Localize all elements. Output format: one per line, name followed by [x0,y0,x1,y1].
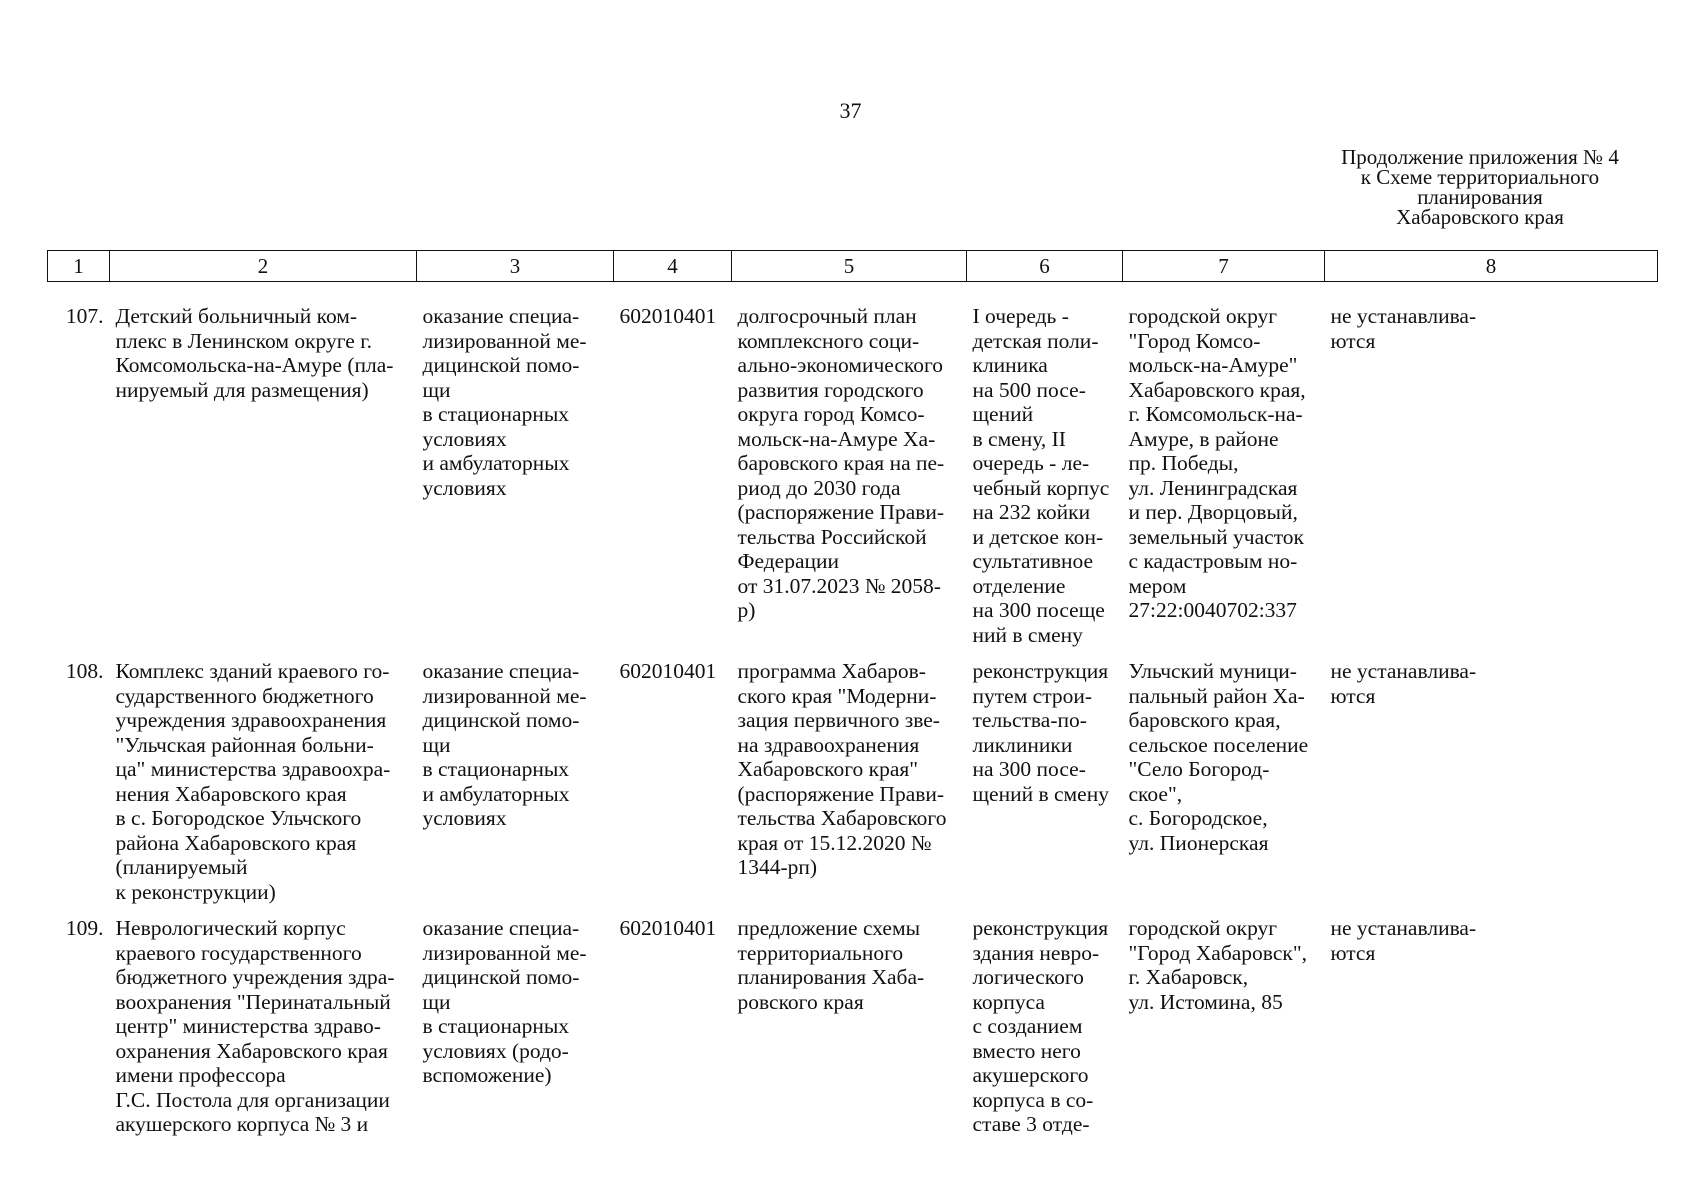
cell-line: "Город Хабаровск", [1128,940,1307,965]
cell-line: здания невро- [972,940,1100,965]
zones-cell [1325,659,1658,916]
cell-line: не устанавлива- [1330,916,1477,940]
cell-line: Ульчский муници- [1128,659,1297,683]
column-header: 7 [1123,251,1325,282]
cell-line: лизированной ме- [422,328,587,353]
location-cell [1123,916,1325,1149]
annex-line: к Схеме территориального [1360,165,1600,189]
cell-line: ского края "Модерни- [737,683,937,708]
table-row [48,659,1658,916]
cell-line: Хабаровского края, [1128,377,1306,402]
cell-line: охранения Хабаровского края [115,1038,388,1063]
column-header: 2 [110,251,417,282]
cell-line: Комсомольска-на-Амуре (пла- [115,353,394,377]
cell-line: (распоряжение Прави- [737,500,945,524]
cell-line: сельское поселение [1128,732,1309,757]
code-cell [614,659,732,916]
annex-line: планирования [1417,185,1543,209]
code-cell [614,282,732,660]
cell-line: г. Комсомольск-на- [1128,402,1303,426]
cell-line: на 300 посе- [972,757,1086,781]
cell-line: оказание специа- [422,304,580,328]
objects-table [47,250,1658,1149]
row-number: 107. [65,304,104,328]
cell-line: нируемый для размещения) [115,377,369,402]
cell-line: предложение схемы [737,916,921,940]
cell-line: ул. Истомина, 85 [1128,989,1283,1014]
cell-line: детская поли- [972,328,1099,353]
cell-line: в стационарных [422,402,570,426]
cell-line: и пер. Дворцовый, [1128,500,1298,524]
cell-line: ний в смену [972,622,1083,647]
cell-line: края от 15.12.2020 № [737,830,932,855]
cell-line: ровского края [737,989,864,1014]
cell-line: ются [1330,683,1376,708]
cell-line: нения Хабаровского края [115,781,347,806]
cell-line: "Ульчская районная больни- [115,732,374,757]
cell-line: ально-экономического [737,353,944,377]
cell-line: ются [1330,940,1376,965]
cell-line: городской округ [1128,916,1278,940]
cell-line: ул. Пионерская [1128,830,1269,855]
cell-line: и амбулаторных [422,781,570,806]
column-header: 6 [967,251,1123,282]
cell-line: с. Богородское, [1128,806,1268,830]
cell-line: планирования Хаба- [737,965,925,989]
cell-line: (распоряжение Прави- [737,781,945,806]
zones-cell [1325,282,1658,660]
cell-line: ца" министерства здравоохра- [115,757,391,781]
cell-line: района Хабаровского края [115,830,357,855]
cell-line: комплексного соци- [737,328,920,353]
cell-line: щи [422,989,451,1014]
cell-line: условиях [422,426,507,451]
cell-line: очередь - ле- [972,451,1090,475]
cell-line: на 500 посе- [972,377,1086,402]
cell-line: Амуре, в районе [1128,426,1279,451]
cell-line: тельства Российской [737,524,927,549]
cell-line: г. Хабаровск, [1128,965,1249,989]
cell-line: от 31.07.2023 № 2058- [737,573,941,598]
cell-line: 602010401 [619,916,717,940]
cell-line: клиника [972,353,1048,377]
cell-line: в стационарных [422,1014,570,1038]
basis-cell [732,282,967,660]
code-cell [614,916,732,1149]
cell-line: чебный корпус [972,475,1110,500]
cell-line: реконструкция [972,916,1109,940]
column-header: 1 [48,251,110,282]
cell-line: I очередь - [972,304,1069,328]
cell-line: с кадастровым но- [1128,549,1298,573]
cell-line: ются [1330,328,1376,353]
cell-line: "Город Комсо- [1128,328,1261,353]
cell-line: лизированной ме- [422,940,587,965]
cell-line: в стационарных [422,757,570,781]
cell-line: округа город Комсо- [737,402,925,426]
column-header: 3 [417,251,614,282]
object-name-cell [110,916,417,1149]
cell-line: с созданием [972,1014,1083,1038]
cell-line: пальный район Ха- [1128,683,1305,708]
cell-line: не устанавлива- [1330,659,1477,683]
characteristics-cell [967,916,1123,1149]
cell-line: дицинской помо- [422,353,580,377]
purpose-cell [417,916,614,1149]
basis-cell [732,916,967,1149]
cell-line: программа Хабаров- [737,659,926,683]
cell-line: на 232 койки [972,500,1091,524]
cell-line: 27:22:0040702:337 [1128,598,1297,622]
cell-line: 602010401 [619,304,717,328]
cell-line: учреждения здравоохранения [115,708,387,732]
cell-line: щи [422,732,451,757]
cell-line: сультативное [972,549,1094,573]
cell-line: р) [737,598,756,622]
cell-line: мером [1128,573,1187,598]
cell-line: тельства-по- [972,708,1087,732]
cell-line: долгосрочный план [737,304,917,328]
cell-line: щи [422,377,451,402]
cell-line: оказание специа- [422,916,580,940]
cell-line: корпуса [972,989,1045,1014]
cell-line: лизированной ме- [422,683,587,708]
purpose-cell [417,282,614,660]
cell-line: к реконструкции) [115,879,276,904]
cell-line: городской округ [1128,304,1278,328]
cell-line: вместо него [972,1038,1081,1063]
cell-line: Хабаровского края" [737,757,919,781]
cell-line: бюджетного учреждения здра- [115,965,395,989]
column-header: 8 [1325,251,1658,282]
object-name-cell [110,282,417,660]
cell-line: в смену, II [972,426,1066,451]
cell-line: Неврологический корпус [115,916,346,940]
cell-line: реконструкция [972,659,1109,683]
cell-line: в с. Богородское Ульчского [115,806,362,830]
characteristics-cell [967,659,1123,916]
cell-line: тельства Хабаровского [737,806,947,830]
page-number: 37 [839,98,862,123]
cell-line: на здравоохранения [737,732,920,757]
table-row [48,916,1658,1149]
annex-line: Продолжение приложения № 4 [1341,145,1619,169]
cell-line: мольск-на-Амуре" [1128,353,1298,377]
cell-line: 602010401 [619,659,717,683]
row-number: 109. [65,916,104,940]
basis-cell [732,659,967,916]
characteristics-cell [967,282,1123,660]
cell-line: дицинской помо- [422,708,580,732]
cell-line: риод до 2030 года [737,475,901,500]
cell-line: мольск-на-Амуре Ха- [737,426,936,451]
cell-line: на 300 посеще [972,598,1105,622]
cell-line: не устанавлива- [1330,304,1477,328]
cell-line: плекс в Ленинском округе г. [115,328,372,353]
cell-line: территориального [737,940,904,965]
cell-line: 1344-рп) [737,855,818,879]
purpose-cell [417,659,614,916]
cell-line: логического [972,965,1084,989]
cell-line: и амбулаторных [422,451,570,475]
cell-line: вспоможение) [422,1063,552,1087]
object-name-cell [110,659,417,916]
table-row [48,282,1658,660]
row-number: 108. [65,659,104,683]
cell-line: оказание специа- [422,659,580,683]
location-cell [1123,282,1325,660]
cell-line: дицинской помо- [422,965,580,989]
cell-line: условиях (родо- [422,1038,569,1063]
cell-line: и детское кон- [972,524,1104,549]
cell-line: ликлиники [972,732,1073,757]
cell-line: воохранения "Перинатальный [115,989,391,1014]
cell-line: имени профессора [115,1063,286,1087]
cell-line: отделение [972,573,1066,598]
cell-line: ставе 3 отде- [972,1112,1090,1136]
annex-header [1290,147,1670,227]
cell-line: акушерского корпуса № 3 и [115,1112,369,1136]
cell-line: пр. Победы, [1128,451,1239,475]
cell-line: Г.С. Постола для организации [115,1087,390,1112]
cell-line: развития городского [737,377,924,402]
cell-line: (планируемый [115,855,248,879]
cell-line: корпуса в со- [972,1087,1094,1112]
cell-line: ское", [1128,781,1183,806]
cell-line: "Село Богород- [1128,757,1270,781]
cell-line: условиях [422,806,507,830]
cell-line: Комплекс зданий краевого го- [115,659,390,683]
cell-line: краевого государственного [115,940,362,965]
cell-line: щений [972,402,1034,426]
cell-line: баровского края, [1128,708,1281,732]
location-cell [1123,659,1325,916]
cell-line: условиях [422,475,507,500]
annex-line: Хабаровского края [1396,205,1564,229]
zones-cell [1325,916,1658,1149]
cell-line: баровского края на пе- [737,451,945,475]
cell-line: Федерации [737,549,840,573]
cell-line: акушерского [972,1063,1089,1087]
cell-line: сударственного бюджетного [115,683,374,708]
cell-line: центр" министерства здраво- [115,1014,381,1038]
cell-line: щений в смену [972,781,1109,806]
cell-line: путем строи- [972,683,1093,708]
column-header: 5 [732,251,967,282]
cell-line: зация первичного зве- [737,708,940,732]
cell-line: Детский больничный ком- [115,304,358,328]
column-header: 4 [614,251,732,282]
cell-line: земельный участок [1128,524,1305,549]
cell-line: ул. Ленинградская [1128,475,1298,500]
column-numbers-row [48,251,1658,282]
